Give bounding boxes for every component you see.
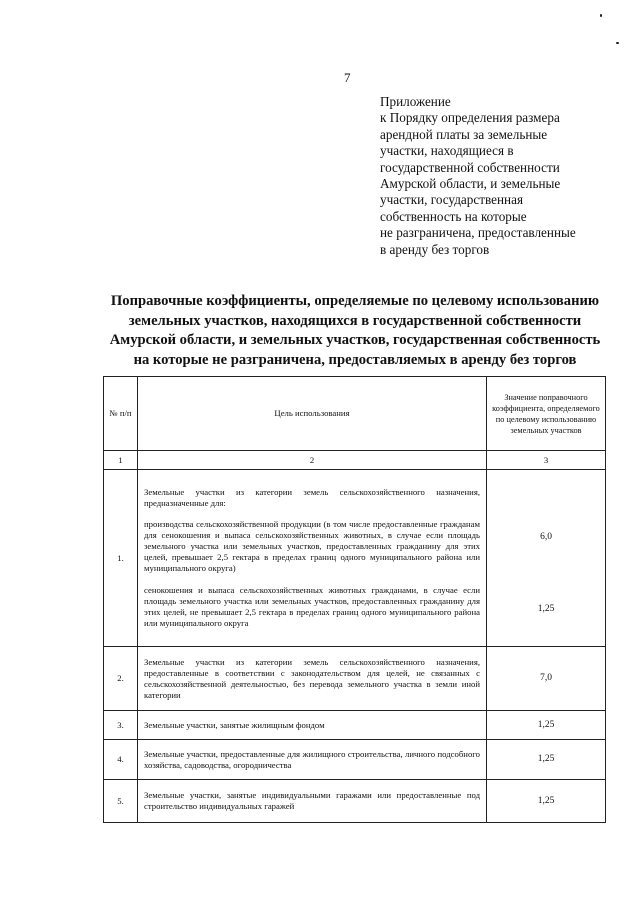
row-num: 3. — [104, 711, 138, 740]
appendix-block — [380, 94, 620, 258]
table-row — [104, 647, 606, 711]
row-value — [487, 470, 606, 647]
scan-speck — [600, 14, 602, 17]
title-line: Амурской области, и земельных участков, государственная собственность — [109, 332, 601, 348]
appendix-line: в аренду без торгов — [380, 241, 490, 257]
header-value: Значение поправочного коэффициента, определяемого по целевому использованию земельных участков — [487, 377, 606, 451]
appendix-line: арендной платы за земельные — [380, 126, 548, 142]
row-value: 1,25 — [487, 740, 606, 780]
appendix-line: участки, находящиеся в — [380, 143, 514, 159]
row-purpose: Земельные участки из категории земель сельскохозяйственного назначения, предоставленные в соответствии с законодательством для целей, не связанных с сельскохозяйственной деятельностью, без перевода земельного участка в земли иной категории — [138, 647, 487, 711]
sub-value: 1,25 — [537, 604, 555, 614]
appendix-line: к Порядку определения размера — [380, 110, 560, 126]
row-value: 1,25 — [487, 780, 606, 823]
row-purpose — [138, 470, 487, 647]
header-num: № п/п — [104, 377, 138, 451]
appendix-line: не разграничена, предоставленные — [380, 225, 576, 241]
row-num: 5. — [104, 780, 138, 823]
col-number: 1 — [104, 451, 138, 470]
appendix-line: Приложение — [380, 94, 451, 109]
row-purpose: Земельные участки, занятые индивидуальными гаражами или предоставленные под строительство индивидуальных гаражей — [138, 780, 487, 823]
coefficients-table — [103, 376, 606, 823]
row-purpose: Земельные участки, занятые жилищным фондом — [138, 711, 487, 740]
title-line: земельных участков, находящихся в государственной собственности — [128, 312, 582, 329]
table-row — [104, 780, 606, 823]
header-purpose: Цель использования — [138, 377, 487, 451]
row-sub-purpose: производства сельскохозяйственной продукции (в том числе предоставленные гражданам для сенокошения и выпаса сельскохозяйственных животных, в случае если площадь земельного участка или земельных участков, предоставленных гражданину для этих целей, превышает 2,5 гектара в пределах границ одного муниципального района или муниципального округа) — [144, 519, 480, 573]
table-header-row — [104, 377, 606, 451]
appendix-line: Амурской области, и земельные — [380, 176, 561, 192]
row-num: 4. — [104, 740, 138, 780]
row-purpose: Земельные участки, предоставленные для жилищного строительства, личного подсобного хозяйства, садоводства, огородничества — [138, 740, 487, 780]
row-intro: Земельные участки из категории земель сельскохозяйственного назначения, предназначенные для: — [144, 487, 480, 508]
row-value: 7,0 — [487, 647, 606, 711]
row-sub-purpose: сенокошения и выпаса сельскохозяйственных животных гражданами, в случае если площадь земельного участка или земельных участков, предоставленных гражданину для этих целей, не превышает 2,5 гектара в пределах границ одного муниципального района или муниципального округа — [144, 585, 480, 628]
row-value: 1,25 — [487, 711, 606, 740]
title-line: Поправочные коэффициенты, определяемые по целевому использованию — [110, 293, 600, 309]
row-num: 1. — [104, 470, 138, 647]
table-row — [104, 711, 606, 740]
table-row — [104, 470, 606, 647]
table-row — [104, 740, 606, 780]
appendix-line: участки, государственная — [380, 192, 524, 208]
row-num: 2. — [104, 647, 138, 711]
column-numbers-row — [104, 451, 606, 470]
title-line: на которые не разграничена, предоставляемых в аренду без торгов — [133, 351, 577, 368]
scan-speck — [616, 42, 619, 44]
page-number: 7 — [344, 70, 351, 85]
appendix-line: собственность на которые — [380, 208, 527, 224]
col-number: 2 — [138, 451, 487, 470]
document-title — [100, 292, 610, 370]
sub-value: 6,0 — [540, 532, 552, 542]
appendix-line: государственной собственности — [380, 159, 560, 175]
col-number: 3 — [487, 451, 606, 470]
